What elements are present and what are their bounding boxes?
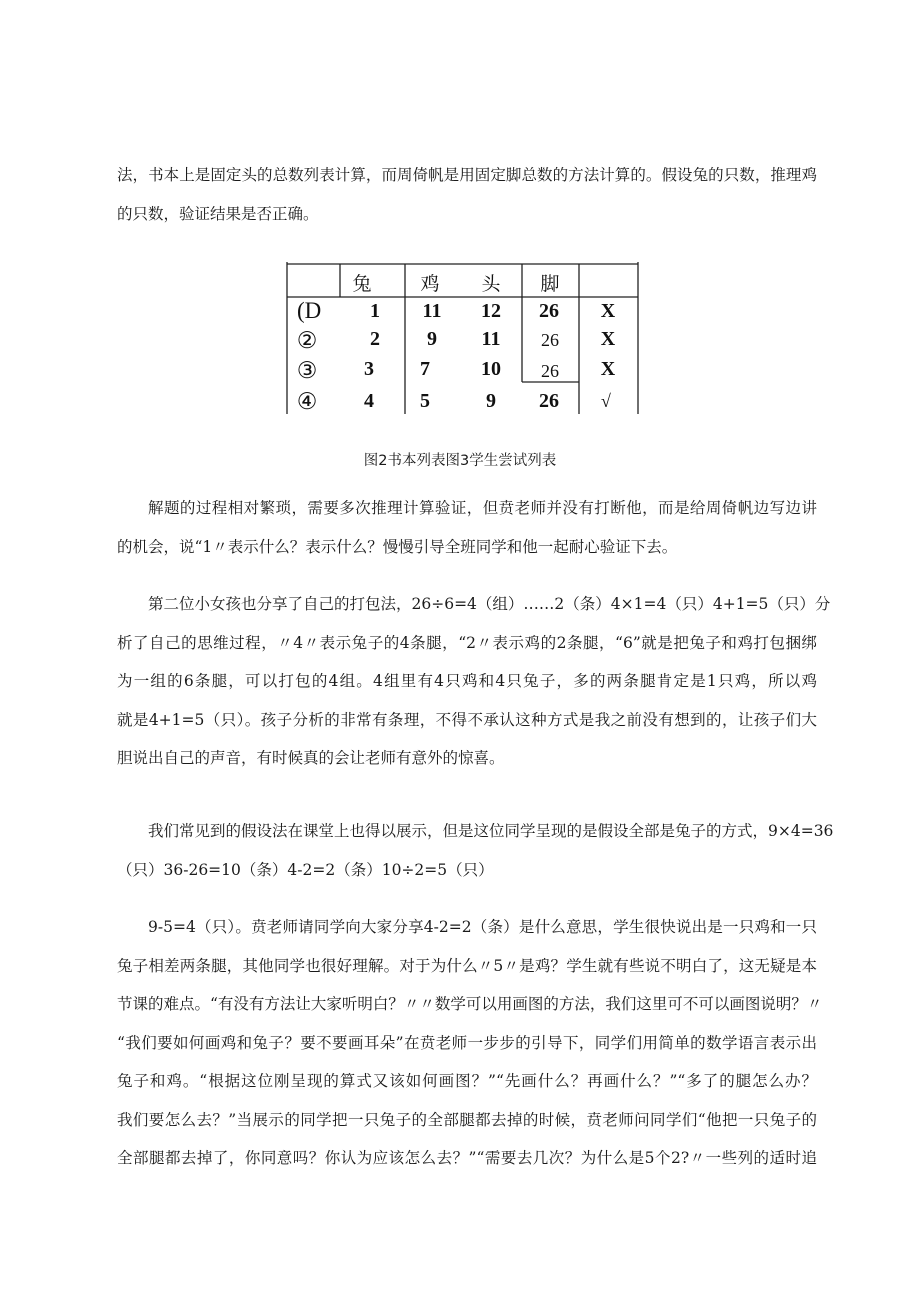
text-line: 为一组的6条腿，可以打包的4组。4组里有4只鸡和4只兔子，多的两条腿肯定是1只鸡，所以鸡 bbox=[117, 672, 817, 690]
text-line: 胆说出自己的声音，有时候真的会让老师有意外的惊喜。 bbox=[117, 749, 505, 767]
text-line: 法，书本上是固定头的总数列表计算，而周倚帆是用固定脚总数的方法计算的。假设兔的只数，推理鸡 bbox=[117, 166, 817, 184]
cell-mark: X bbox=[600, 358, 616, 380]
header-rabbit: 兔 bbox=[352, 273, 372, 295]
cell-heads: 9 bbox=[486, 390, 496, 412]
cell-chicken: 11 bbox=[422, 300, 442, 322]
row-index: ② bbox=[296, 328, 318, 353]
cell-mark: X bbox=[600, 300, 616, 322]
figure-caption: 图2书本列表图3学生尝试列表 bbox=[363, 453, 557, 469]
text-line: 析了自己的思维过程，〃4〃表示兔子的4条腿，“2〃表示鸡的2条腿，“6”就是把兔子和鸡打包捆绑 bbox=[117, 633, 817, 652]
cell-feet: 26 bbox=[539, 300, 559, 322]
header-chicken: 鸡 bbox=[420, 273, 440, 295]
cell-mark: X bbox=[600, 328, 616, 350]
text-line: 解题的过程相对繁琐，需要多次推理计算验证，但贲老师并没有打断他，而是给周倚帆边写边讲 bbox=[148, 499, 817, 517]
text-line: 全部腿都去掉了，你同意吗？你认为应该怎么去？”“需要去几次？为什么是5个2?〃一些列的适时追 bbox=[117, 1149, 817, 1167]
cell-heads: 11 bbox=[481, 328, 501, 350]
cell-chicken: 5 bbox=[420, 390, 430, 412]
cell-feet: 26 bbox=[541, 361, 559, 381]
text-line: 节课的难点。“有没有方法让大家听明白？〃〃数学可以用画图的方法，我们这里可不可以画图说明？〃 bbox=[117, 995, 823, 1013]
paragraph-teacher-patience bbox=[117, 489, 817, 566]
cell-rabbit: 1 bbox=[370, 300, 380, 322]
text-line: 我们要怎么去？”当展示的同学把一只兔子的全部腿都去掉的时候，贲老师问同学们“他把一只兔子的 bbox=[117, 1110, 817, 1129]
text-line: （只）36-26=10（条）4-2=2（条）10÷2=5（只） bbox=[117, 860, 494, 879]
cell-rabbit: 3 bbox=[364, 358, 374, 380]
paragraph-method-comparison bbox=[117, 156, 817, 233]
row-index: ④ bbox=[296, 389, 318, 414]
text-line: 我们常见到的假设法在课堂上也得以展示，但是这位同学呈现的是假设全部是兔子的方式，9×4=36 bbox=[148, 822, 834, 840]
cell-rabbit: 2 bbox=[370, 328, 380, 350]
trial-table-figure bbox=[285, 262, 640, 414]
row-index: ③ bbox=[296, 358, 318, 383]
header-heads: 头 bbox=[481, 273, 501, 295]
cell-chicken: 9 bbox=[427, 328, 437, 350]
cell-chicken: 7 bbox=[420, 358, 430, 380]
cell-rabbit: 4 bbox=[364, 390, 374, 412]
cell-feet: 26 bbox=[539, 390, 559, 412]
text-line: 兔子和鸡。“根据这位刚呈现的算式又该如何画图？”“先画什么？再画什么？”“多了的腿怎么办？ bbox=[117, 1072, 817, 1090]
cell-heads: 12 bbox=[481, 300, 501, 322]
text-line: 就是4+1=5（只）。孩子分析的非常有条理，不得不承认这种方式是我之前没有想到的，让孩子们大 bbox=[117, 710, 817, 729]
cell-mark: √ bbox=[601, 391, 611, 411]
text-line: 第二位小女孩也分享了自己的打包法，26÷6=4（组）……2（条）4×1=4（只）4+1=5（只）分 bbox=[148, 595, 831, 613]
cell-feet: 26 bbox=[541, 330, 559, 350]
header-feet: 脚 bbox=[540, 273, 560, 295]
row-index: (D bbox=[297, 298, 322, 323]
trial-table bbox=[285, 262, 640, 414]
text-line: 的只数，验证结果是否正确。 bbox=[117, 204, 319, 223]
text-line: “我们要如何画鸡和兔子？要不要画耳朵”在贲老师一步步的引导下，同学们用简单的数学语言表示出 bbox=[117, 1033, 817, 1052]
text-line: 9-5=4（只）。贲老师请同学向大家分享4-2=2（条）是什么意思，学生很快说出是一只鸡和一只 bbox=[148, 918, 817, 936]
text-line: 兔子相差两条腿，其他同学也很好理解。对于为什么〃5〃是鸡？学生就有些说不明白了，这无疑是本 bbox=[117, 956, 817, 975]
text-line: 的机会，说“1〃表示什么？表示什么？慢慢引导全班同学和他一起耐心验证下去。 bbox=[117, 537, 678, 556]
paragraph-drawing-method bbox=[117, 908, 823, 1178]
paragraph-assumption-method bbox=[117, 812, 834, 889]
paragraph-packing-method bbox=[117, 585, 831, 778]
cell-heads: 10 bbox=[481, 358, 501, 380]
